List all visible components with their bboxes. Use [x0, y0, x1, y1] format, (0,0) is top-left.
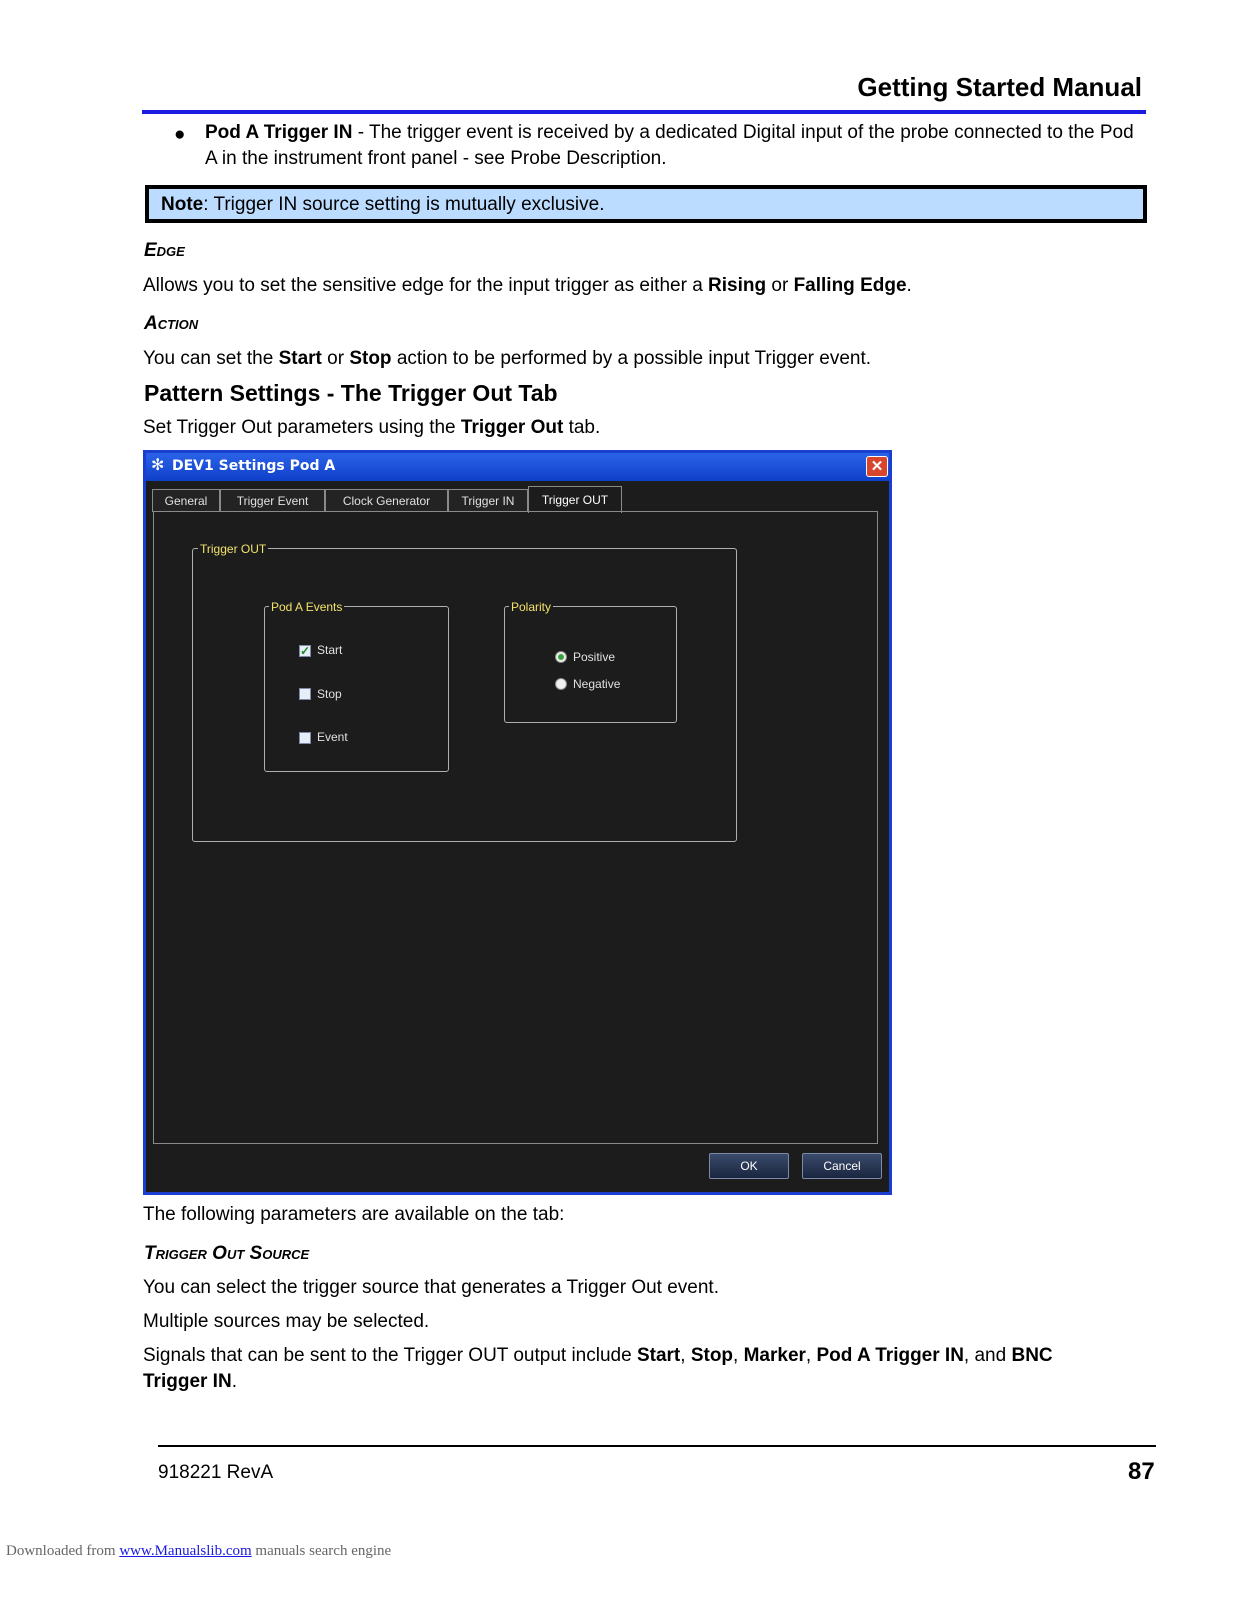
edge-falling: Falling Edge [793, 275, 907, 296]
tab-trigger-event[interactable]: Trigger Event [220, 489, 325, 512]
stop-label: Stop [317, 687, 342, 701]
stop-checkbox[interactable] [299, 688, 311, 700]
settings-dialog [143, 450, 892, 1195]
ok-button[interactable]: OK [709, 1153, 789, 1179]
edge-text-1: Allows you to set the sensitive edge for the input trigger as either a [143, 275, 709, 296]
edge-rising: Rising [708, 275, 767, 296]
signals-sep-1: , [680, 1345, 691, 1366]
signals-paragraph [143, 1343, 1103, 1395]
action-paragraph [143, 346, 871, 372]
event-label: Event [317, 730, 348, 744]
note-text: : Trigger IN source setting is mutually exclusive. [203, 194, 605, 215]
action-start: Start [278, 348, 322, 369]
source-paragraph-1: You can select the trigger source that generates a Trigger Out event. [143, 1277, 719, 1298]
positive-label: Positive [573, 650, 616, 664]
section-trigger-out: Trigger Out [460, 417, 564, 438]
edge-text-3: . [906, 275, 912, 296]
signals-sep-2: , [733, 1345, 744, 1366]
download-suffix: manuals search engine [251, 1543, 392, 1559]
tab-trigger-in[interactable]: Trigger IN [448, 489, 528, 512]
download-note [6, 1543, 391, 1560]
bullet-dot: ● [174, 124, 186, 145]
edge-paragraph [143, 273, 912, 299]
bullet-bold: Pod A Trigger IN [205, 122, 353, 143]
action-stop: Stop [349, 348, 392, 369]
start-checkbox[interactable] [299, 645, 311, 657]
polarity-legend: Polarity [511, 600, 552, 614]
signal-marker: Marker [743, 1345, 806, 1366]
action-text-1: You can set the [143, 348, 279, 369]
signal-bnc-trigger-in: BNC Trigger IN [143, 1345, 1053, 1392]
gear-icon: ✻ [151, 457, 165, 474]
signal-pod-a-trigger-in: Pod A Trigger IN [816, 1345, 964, 1366]
bullet-text: - The trigger event is received by a dedicated Digital input of the probe connected to the Pod A in the instrument front panel - see Probe Description. [205, 122, 1134, 169]
params-intro: The following parameters are available on the tab: [143, 1204, 565, 1225]
action-text-2: or [321, 348, 350, 369]
action-text-3: action to be performed by a possible input Trigger event. [391, 348, 872, 369]
manualslib-link[interactable]: www.Manualslib.com [119, 1543, 252, 1559]
negative-radio[interactable] [555, 678, 567, 690]
footer-rule [158, 1445, 1156, 1447]
section-heading: Pattern Settings - The Trigger Out Tab [144, 380, 558, 406]
dialog-title: DEV1 Settings Pod A [172, 458, 336, 474]
tab-clock-generator[interactable]: Clock Generator [325, 489, 448, 512]
note-box [145, 185, 1147, 223]
signals-text: Signals that can be sent to the Trigger OUT output include [143, 1345, 637, 1366]
cancel-button[interactable]: Cancel [802, 1153, 882, 1179]
trigger-out-legend: Trigger OUT [200, 542, 267, 556]
pod-a-events-group [264, 606, 449, 772]
header-rule [142, 110, 1146, 114]
section-paragraph [143, 415, 600, 441]
start-label: Start [317, 643, 343, 657]
event-checkbox[interactable] [299, 732, 311, 744]
signals-sep-4: , and [963, 1345, 1012, 1366]
note-label: Note [161, 194, 204, 215]
download-prefix: Downloaded from [6, 1543, 120, 1559]
document-number: 918221 RevA [158, 1462, 274, 1483]
radio-selected-dot [558, 654, 564, 660]
action-heading: Action [144, 313, 199, 334]
signals-end: . [231, 1371, 237, 1392]
signal-start: Start [636, 1345, 681, 1366]
source-paragraph-2: Multiple sources may be selected. [143, 1311, 430, 1332]
close-button[interactable]: ✕ [866, 456, 888, 477]
trigger-out-source-heading: Trigger Out Source [144, 1243, 310, 1264]
manual-title: Getting Started Manual [857, 72, 1142, 102]
section-text-2: tab. [563, 417, 601, 438]
signals-sep-3: , [805, 1345, 817, 1366]
positive-radio[interactable] [555, 651, 567, 663]
tab-trigger-out[interactable]: Trigger OUT [528, 486, 622, 513]
negative-label: Negative [573, 677, 621, 691]
checkmark-icon: ✓ [300, 644, 311, 658]
edge-text-2: or [766, 275, 794, 296]
pod-a-events-legend: Pod A Events [271, 600, 343, 614]
edge-heading: Edge [144, 240, 185, 261]
dialog-titlebar [146, 453, 889, 481]
signal-stop: Stop [690, 1345, 734, 1366]
page-number: 87 [1128, 1458, 1155, 1485]
bullet-pod-a-trigger-in [205, 120, 1145, 172]
polarity-group [504, 606, 677, 723]
tab-general[interactable]: General [152, 489, 220, 512]
section-text-1: Set Trigger Out parameters using the [143, 417, 461, 438]
